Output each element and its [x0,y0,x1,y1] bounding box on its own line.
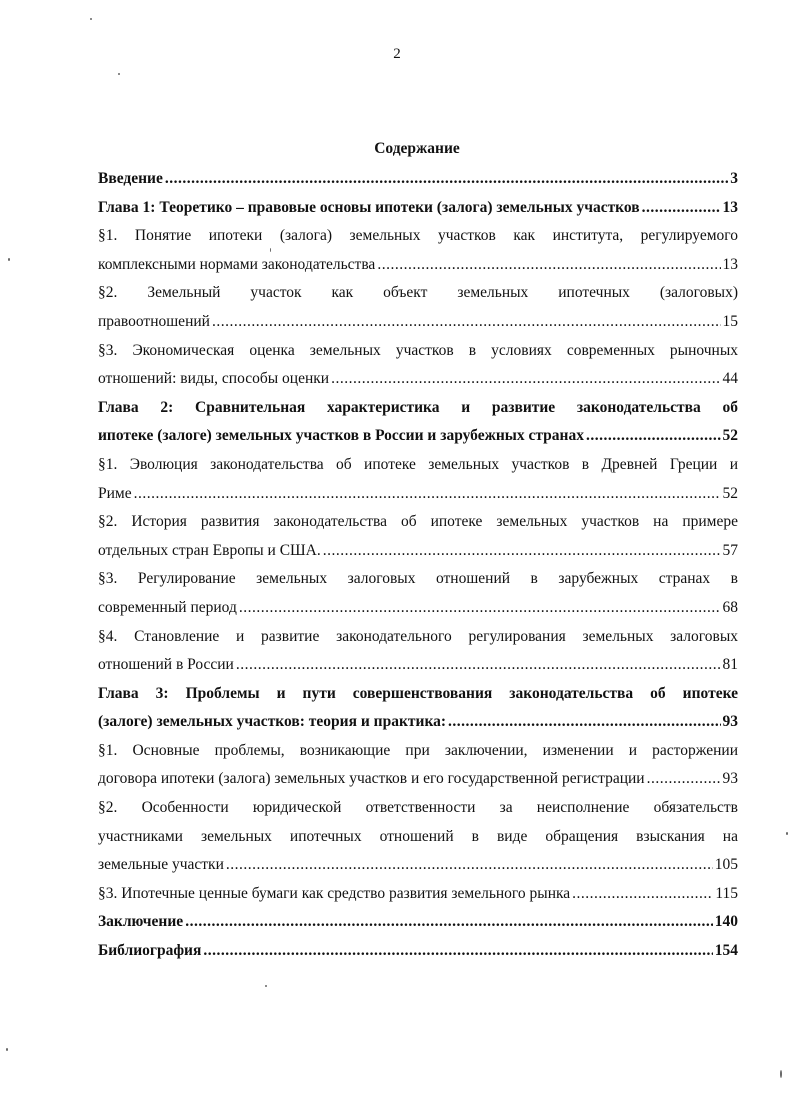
dot-leader [331,365,720,394]
dot-leader [323,537,721,566]
toc-entry-text: отношений в России [98,656,234,674]
toc-entry-text: договора ипотеки (залога) земельных участков и его государственной регистрации [98,770,645,788]
toc-entry-last-line [98,708,738,737]
scan-speck [8,258,10,261]
toc-entry-last-line [98,194,738,223]
toc-entry [98,565,738,622]
toc-entry-last-line [98,594,738,623]
dot-leader [212,308,721,337]
toc-page-number: 115 [715,884,738,902]
toc-entry-text: Библиография [98,942,202,960]
toc-page-number: 105 [714,856,738,874]
toc-entry-text: Глава 3: Проблемы и пути совершенствования законодательства об ипотеке [98,684,738,702]
toc-page-number: 68 [722,598,738,616]
toc-entry [98,165,738,194]
toc-page-number: 154 [714,942,738,960]
dot-leader [448,708,720,737]
toc-entry-text: ипотеке (залоге) земельных участков в России и зарубежных странах [98,427,584,445]
scan-speck [118,73,120,75]
toc-page-number: 13 [722,198,738,216]
toc-page-number: 13 [722,255,738,273]
toc-entry-text: Введение [98,170,163,187]
toc-entry [98,194,738,223]
dot-leader [239,594,721,623]
dot-leader [586,422,721,451]
toc-entry-last-line [98,165,738,194]
toc-entry-last-line [98,765,738,794]
scan-speck [786,832,788,835]
toc-page-number: 52 [722,484,738,502]
toc-entry [98,680,738,737]
toc-entry [98,794,738,880]
toc-entry-text: современный период [98,598,237,616]
toc-page-number: 15 [722,312,738,330]
toc-entry-text: §1. Основные проблемы, возникающие при заключении, изменении и расторжении [98,741,738,759]
dot-leader [203,937,712,966]
toc-entry-text: §1. Понятие ипотеки (залога) земельных участков как института, регулируемого [98,227,738,245]
toc-entry-text: §2. История развития законодательства об ипотеке земельных участков на примере [98,513,738,531]
toc-entry-last-line [98,908,738,937]
scan-speck [6,1048,8,1051]
toc-entry-last-line [98,937,738,966]
dot-leader [572,880,713,909]
toc-entry [98,880,738,909]
toc-entry-last-line [98,422,738,451]
toc-entry-text: отношений: виды, способы оценки [98,370,330,388]
table-of-contents [98,165,738,966]
toc-entry-last-line [98,851,738,880]
toc-title: Содержание [374,140,460,157]
dot-leader [185,908,713,937]
toc-entry [98,222,738,279]
dot-leader [377,251,720,280]
toc-entry-text: Глава 1: Теоретико – правовые основы ипотеки (залога) земельных участков [98,198,640,216]
toc-entry [98,737,738,794]
toc-entry [98,937,738,966]
toc-page-number: 52 [722,427,738,445]
dot-leader [134,480,721,509]
scan-speck [270,248,271,252]
toc-entry-text: §1. Эволюция законодательства об ипотеке земельных участков в Древней Греции и [98,455,738,473]
scan-speck [780,1070,782,1078]
toc-entry-text: правоотношений [98,312,210,330]
toc-page-number: 3 [730,170,738,187]
toc-entry-text: §2. Земельный участок как объект земельных ипотечных (залоговых) [98,284,738,302]
dot-leader [647,765,721,794]
toc-entry [98,908,738,937]
toc-entry-text: комплексными нормами законодательства [98,255,376,273]
toc-entry-text: §3. Ипотечные ценные бумаги как средство развития земельного рынка [98,884,571,902]
toc-entry [98,508,738,565]
toc-page-number: 93 [722,713,738,731]
toc-entry-text: Риме [98,484,132,502]
toc-page-number: 93 [722,770,738,788]
toc-entry-last-line [98,651,738,680]
dot-leader [642,194,721,223]
toc-entry-text: участниками земельных ипотечных отношений в виде обращения взыскания на [98,827,738,845]
scan-speck [90,18,92,20]
dot-leader [236,651,721,680]
toc-entry [98,623,738,680]
toc-entry-text: Глава 2: Сравнительная характеристика и развитие законодательства об [98,398,738,416]
dot-leader [226,851,713,880]
toc-page-number: 81 [722,656,738,674]
toc-entry-last-line [98,365,738,394]
toc-entry-last-line [98,308,738,337]
toc-entry-text: отдельных стран Европы и США. [98,541,321,559]
toc-entry [98,451,738,508]
toc-page-number: 57 [722,541,738,559]
toc-entry-text: земельные участки [98,856,224,874]
dot-leader [165,165,728,194]
page-number: 2 [393,46,401,62]
toc-entry [98,394,738,451]
toc-entry-text: §3. Регулирование земельных залоговых отношений в зарубежных странах в [98,570,738,588]
toc-entry-text: §4. Становление и развитие законодательного регулирования земельных залоговых [98,627,738,645]
toc-entry-text: §3. Экономическая оценка земельных участков в условиях современных рыночных [98,341,738,359]
toc-entry [98,337,738,394]
toc-entry-last-line [98,880,738,909]
toc-entry-text: (залоге) земельных участков: теория и практика: [98,713,447,731]
toc-entry [98,279,738,336]
toc-entry-last-line [98,251,738,280]
toc-entry-last-line [98,480,738,509]
toc-entry-text: Заключение [98,913,184,931]
toc-entry-text: §2. Особенности юридической ответственности за неисполнение обязательств [98,799,738,817]
toc-page-number: 140 [714,913,738,931]
scan-speck [265,985,267,987]
toc-page-number: 44 [722,370,738,388]
toc-entry-last-line [98,537,738,566]
